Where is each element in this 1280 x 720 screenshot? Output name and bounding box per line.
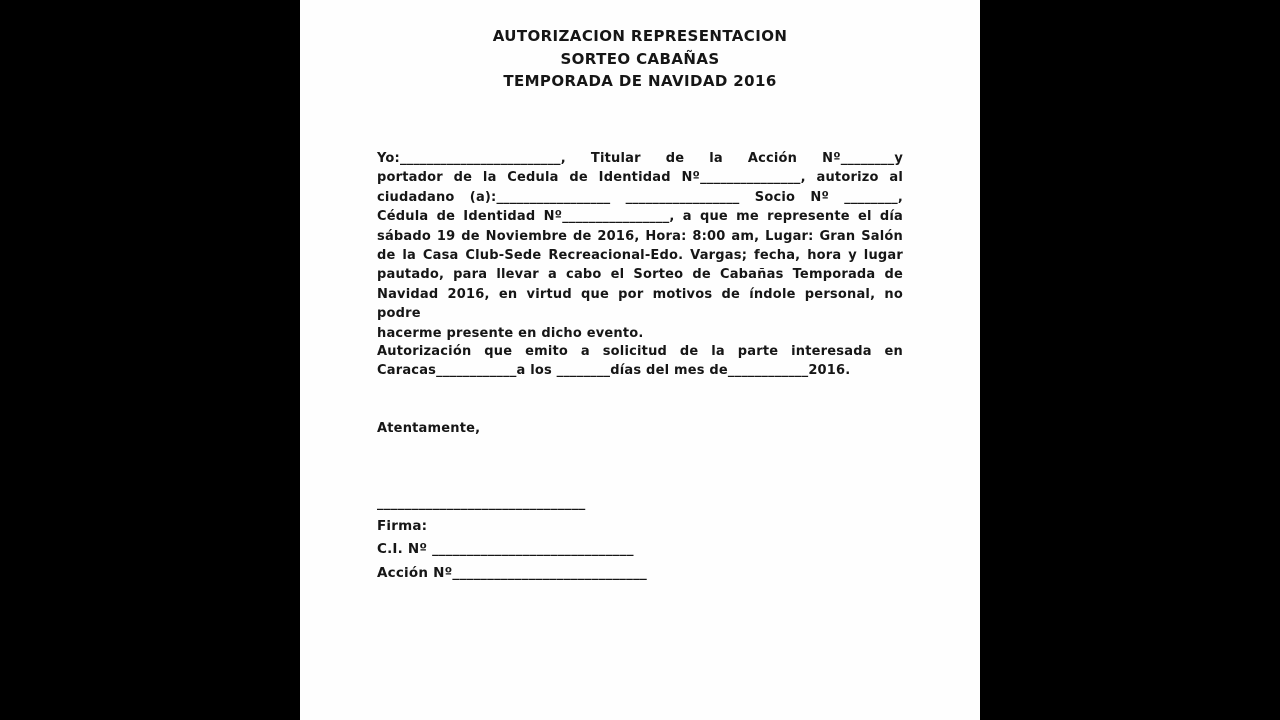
letterbox-right-bar	[980, 0, 1280, 720]
paragraph-line: ciudadano (a):_________________ _________________ Socio Nº ________,	[377, 189, 903, 205]
paragraph-line: Yo:________________________, Titular de la Acción Nº________y	[377, 151, 903, 166]
issuance-paragraph	[377, 342, 903, 381]
letterbox-left-bar	[0, 0, 300, 720]
paragraph-line: Autorización que emito a solicitud de la parte interesada en	[377, 344, 903, 359]
authorization-paragraph	[377, 149, 903, 343]
signature-accion-line: Acción Nº____________________________	[377, 564, 647, 581]
title-line-3: TEMPORADA DE NAVIDAD 2016	[503, 72, 777, 90]
signature-firma-label: Firma:	[377, 518, 428, 535]
paragraph-line: sábado 19 de Noviembre de 2016, Hora: 8:00 am, Lugar: Gran Salón	[377, 228, 903, 244]
document-title	[300, 25, 980, 93]
title-line-2: SORTEO CABAÑAS	[560, 49, 720, 68]
signature-block	[377, 492, 647, 585]
paragraph-line: hacerme presente en dicho evento.	[377, 325, 644, 341]
paragraph-line: portador de la Cedula de Identidad Nº_______________, autorizo al	[377, 170, 903, 186]
signature-rule: ______________________________	[377, 495, 586, 511]
paragraph-line: de la Casa Club-Sede Recreacional-Edo. Vargas; fecha, hora y lugar	[377, 248, 903, 264]
paragraph-line: Navidad 2016, en virtud que por motivos de índole personal, no podre	[377, 286, 903, 322]
title-line-1: AUTORIZACION REPRESENTACION	[492, 27, 788, 45]
paragraph-line: Cédula de Identidad Nº________________, a que me represente el día	[377, 209, 903, 225]
signature-ci-line: C.I. Nº _____________________________	[377, 541, 634, 558]
document-page	[300, 0, 980, 720]
paragraph-line: pautado, para llevar a cabo el Sorteo de Cabañas Temporada de	[377, 267, 903, 283]
closing-salutation: Atentamente,	[377, 421, 481, 436]
paragraph-line: Caracas____________a los ________días del mes de____________2016.	[377, 363, 851, 379]
